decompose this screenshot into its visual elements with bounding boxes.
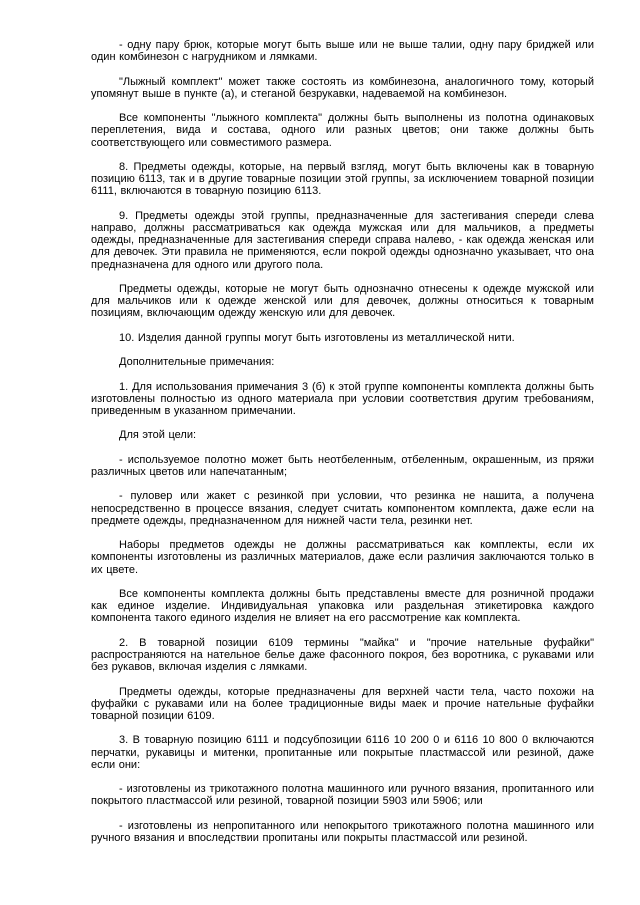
paragraph: Дополнительные примечания: (119, 356, 275, 369)
paragraph: 9. Предметы одежды этой группы, предназначенные для застегивания спереди слева направо, должны рассматриваться как одежда мужская или для мальчиков, а предметы одежды, предназначенные для застегивания спереди справа налево, - как одежда женская или для девочек. Эти правила не применяются, если покрой одежды однозначно указывает, что она предназначена для одного или другого пола. (91, 209, 594, 271)
paragraph: - используемое полотно может быть неотбеленным, отбеленным, окрашенным, из пряжи различных цветов или напечатанным; (91, 453, 594, 478)
paragraph: - пуловер или жакет с резинкой при условии, что резинка не нашита, а получена непосредственно в процессе вязания, следует считать компонентом комплекта, даже если на предмете одежды, предназначенном для нижней части тела, резинки нет. (91, 490, 594, 527)
paragraph: Для этой цели: (119, 429, 197, 442)
paragraph: Наборы предметов одежды не должны рассматриваться как комплекты, если их компоненты изготовлены из различных материалов, даже если различия заключаются только в их цвете. (91, 539, 594, 576)
paragraph: Предметы одежды, которые не могут быть однозначно отнесены к одежде мужской или для мальчиков или к одежде женской или для девочек, должны относиться к товарным позициям, включающим одежду женскую или для девочек. (91, 282, 594, 320)
paragraph: Все компоненты "лыжного комплекта" должны быть выполнены из полотна одинаковых переплетения, вида и состава, одного или разных цветов; они также должны быть соответствующего или совместимого размера. (91, 112, 594, 149)
paragraph: 2. В товарной позиции 6109 термины "майка" и "прочие нательные фуфайки" распространяются на нательное белье даже фасонного покроя, без воротника, с рукавами или без рукавов, включая изделия с лямками. (91, 636, 594, 674)
paragraph: - изготовлены из трикотажного полотна машинного или ручного вязания, пропитанного или покрытого пластмассой или резиной, товарной позиции 5903 или 5906; или (91, 783, 594, 808)
paragraph: - изготовлены из непропитанного или непокрытого трикотажного полотна машинного или ручного вязания и впоследствии пропитаны или покрыты пластмассой или резиной. (91, 819, 594, 844)
paragraph: 1. Для использования примечания 3 (б) к этой группе компоненты комплекта должны быть изготовлены полностью из одного материала при условии соответствия другим требованиям, приведенным в указанном примечании. (91, 380, 594, 417)
paragraph: Предметы одежды, которые предназначены для верхней части тела, часто похожи на фуфайки с рукавами или на более традиционные виды маек и прочие нательные фуфайки товарной позиции 6109. (91, 685, 594, 722)
paragraph: - одну пару брюк, которые могут быть выше или не выше талии, одну пару бриджей или один комбинезон с нагрудником и лямками. (91, 39, 594, 64)
paragraph: 8. Предметы одежды, которые, на первый взгляд, могут быть включены как в товарную позицию 6113, так и в другие товарные позиции этой группы, за исключением товарной позиции 6111, включаются в товарную позицию 6113. (91, 160, 594, 198)
paragraphs-container (91, 39, 594, 844)
paragraph: 3. В товарную позицию 6111 и подсубпозиции 6116 10 200 0 и 6116 10 800 0 включаются перчатки, рукавицы и митенки, пропитанные или покрытые пластмассой или резиной, даже если они: (91, 734, 594, 771)
paragraph: 10. Изделия данной группы могут быть изготовлены из металлической нити. (119, 331, 515, 344)
paragraph: Все компоненты комплекта должны быть представлены вместе для розничной продажи как единое изделие. Индивидуальная упаковка или раздельная этикетировка каждого компонента такого единого изделия не влияет на его рассмотрение как комплекта. (91, 587, 594, 625)
paragraph: "Лыжный комплект" может также состоять из комбинезона, аналогичного тому, который упомянут выше в пункте (а), и стеганой безрукавки, надеваемой на комбинезон. (91, 75, 594, 100)
